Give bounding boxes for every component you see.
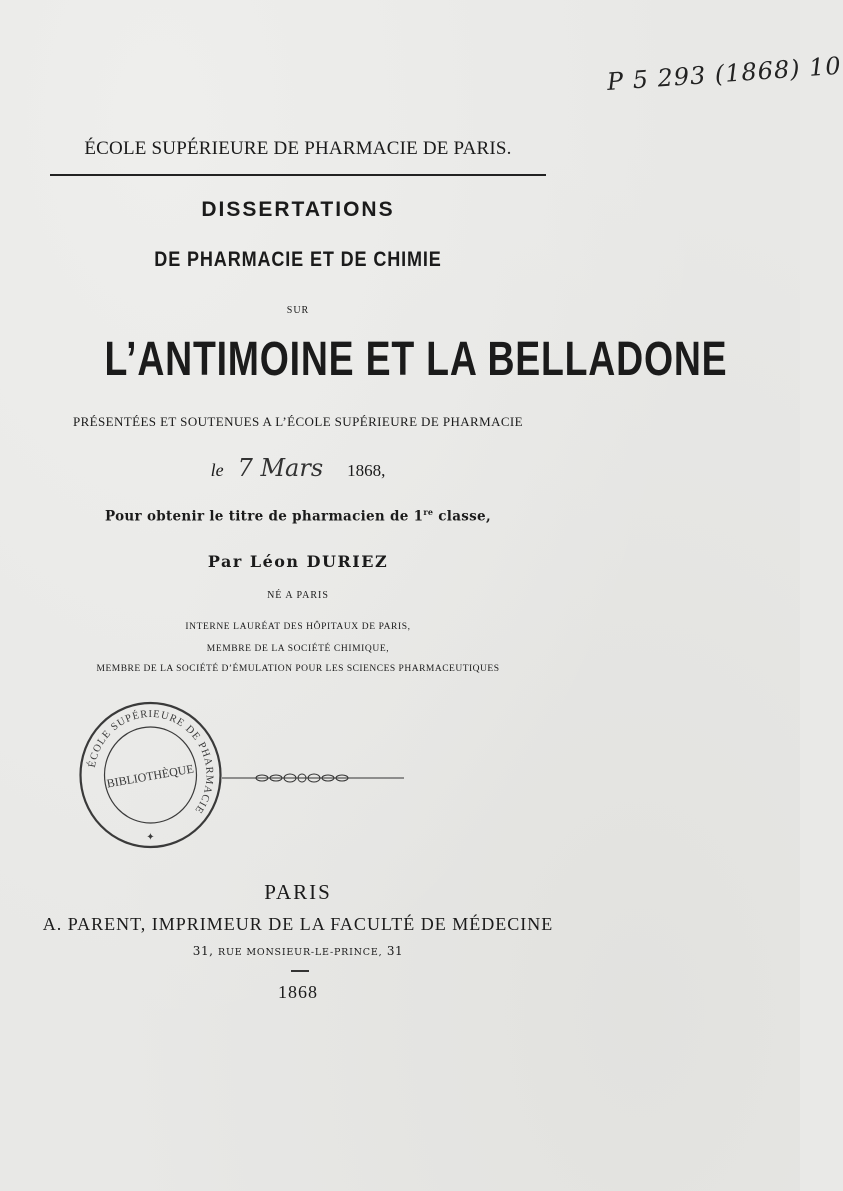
heading-sur: SUR	[286, 305, 310, 316]
degree-text: Pour obtenir le titre de pharmacien de 1	[105, 508, 424, 525]
library-stamp	[78, 700, 223, 850]
main-title: L’ANTIMOINE ET LA BELLADONE	[104, 333, 728, 386]
svg-text:ÉCOLE SUPÉRIEURE DE PHARMACIE: ÉCOLE SUPÉRIEURE DE PHARMACIE	[86, 708, 215, 816]
handwritten-call-number: P 5 293 (1868) 10	[606, 51, 843, 96]
author-title-2: MEMBRE DE LA SOCIÉTÉ CHIMIQUE,	[206, 644, 390, 654]
author-title-1: INTERNE LAURÉAT DES HÔPITAUX DE PARIS,	[185, 622, 411, 632]
svg-text:✦: ✦	[146, 832, 155, 843]
author-birthplace: NÉ A PARIS	[267, 590, 329, 601]
publication-year: 1868	[278, 982, 318, 1002]
address-number-1: 31,	[192, 944, 214, 958]
degree-line	[50, 507, 546, 525]
date-le: le	[210, 460, 224, 480]
printer: A. PARENT, IMPRIMEUR DE LA FACULTÉ DE MÉDECINE	[42, 914, 554, 934]
city: PARIS	[264, 880, 332, 904]
address-number-2: 31	[386, 944, 404, 958]
degree-superscript: re	[423, 507, 434, 517]
degree-suffix: classe,	[433, 508, 491, 525]
author: Par Léon DURIEZ	[207, 552, 389, 571]
date-handwritten: 7 Mars	[237, 454, 324, 482]
defense-date	[50, 454, 546, 482]
ornament-rule	[222, 766, 404, 790]
address-street: RUE MONSIEUR-LE-PRINCE,	[218, 947, 383, 958]
header-rule	[50, 174, 546, 176]
author-title-3: MEMBRE DE LA SOCIÉTÉ D’ÉMULATION POUR LES SCIENCES PHARMACEUTIQUES	[96, 664, 500, 674]
date-year: 1868,	[347, 461, 386, 480]
presented-line: PRÉSENTÉES ET SOUTENUES A L’ÉCOLE SUPÉRIEURE DE PHARMACIE	[72, 414, 524, 429]
short-divider	[291, 970, 309, 972]
svg-text:BIBLIOTHÈQUE: BIBLIOTHÈQUE	[105, 761, 195, 791]
heading-dissertations: DISSERTATIONS	[201, 198, 395, 221]
school-name: ÉCOLE SUPÉRIEURE DE PHARMACIE DE PARIS.	[84, 138, 512, 159]
heading-subject: DE PHARMACIE ET DE CHIMIE	[154, 248, 442, 271]
printer-address	[50, 944, 546, 958]
